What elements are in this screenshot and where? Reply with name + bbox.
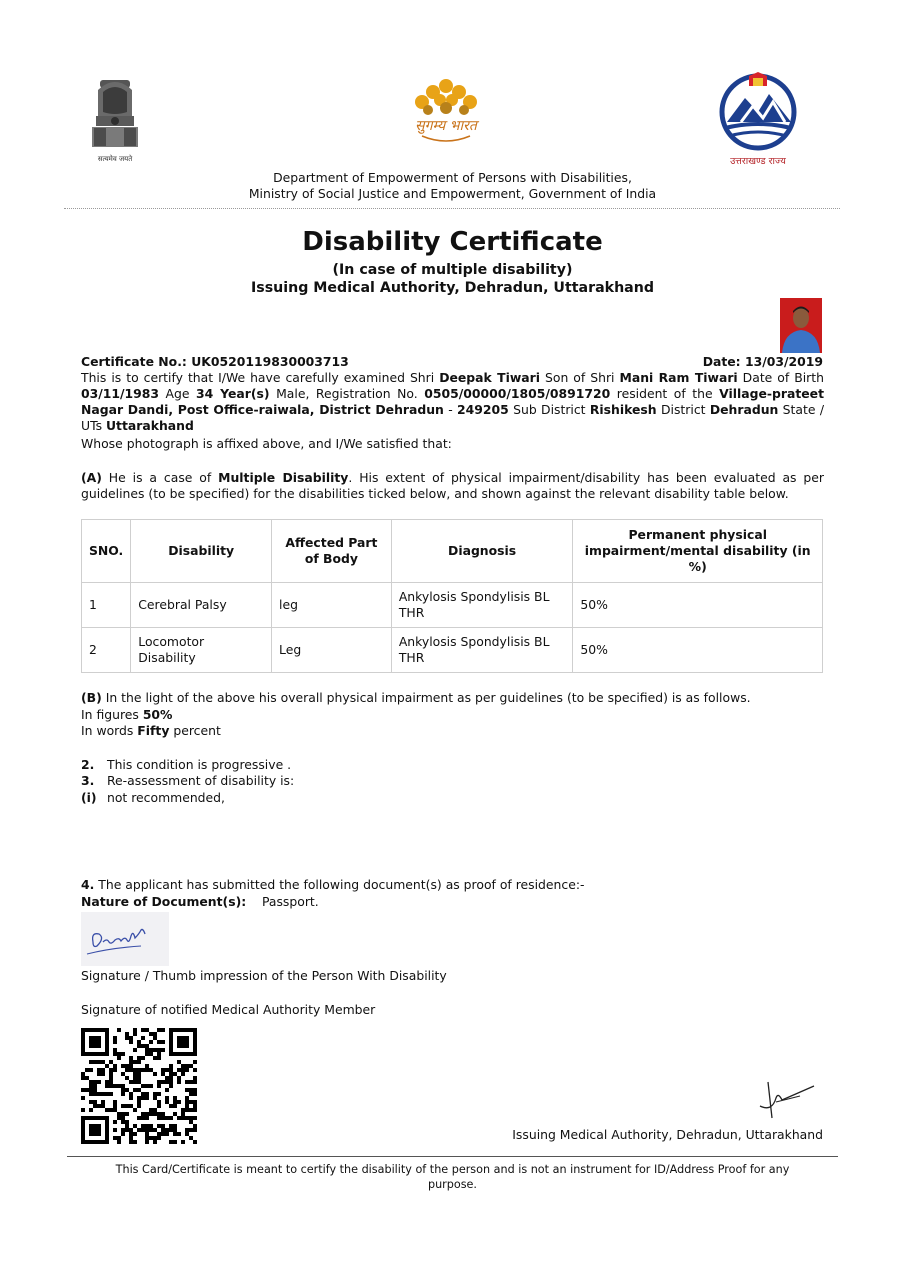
residence-proof-paragraph: 4. The applicant has submitted the following document(s) as proof of residence:- bbox=[81, 877, 585, 892]
national-emblem-logo bbox=[86, 72, 144, 164]
department-heading bbox=[0, 170, 905, 202]
pin-code: 249205 bbox=[457, 402, 509, 417]
sub-district: Rishikesh bbox=[589, 402, 657, 417]
photo-statement: Whose photograph is affixed above, and I/We satisfied that: bbox=[81, 436, 452, 451]
certificate-number bbox=[81, 354, 349, 370]
cell-disability: Cerebral Palsy bbox=[131, 583, 272, 628]
cell-affected-part: leg bbox=[272, 583, 392, 628]
certificate-number-label: Certificate No.: bbox=[81, 354, 187, 369]
cell-diagnosis: Ankylosis Spondylisis BL THR bbox=[391, 583, 573, 628]
cell-disability: Locomotor Disability bbox=[131, 628, 272, 673]
table-row bbox=[82, 583, 823, 628]
certificate-date-value: 13/03/2019 bbox=[744, 354, 823, 369]
uttarakhand-state-logo bbox=[705, 72, 811, 172]
registration-number: 0505/00000/1805/0891720 bbox=[424, 386, 611, 401]
progressive-condition-item: 2. This condition is progressive . bbox=[81, 757, 292, 772]
certificate-date bbox=[703, 354, 823, 370]
accessible-india-logo bbox=[400, 74, 492, 148]
header-percent: Permanent physical impairment/mental disability (in %) bbox=[573, 520, 823, 583]
reassessment-item: 3. Re-assessment of disability is: bbox=[81, 773, 295, 788]
applicant-age: 34 Year(s) bbox=[196, 386, 270, 401]
emblem-caption: सत्यमेव जयते bbox=[97, 155, 133, 163]
footer-divider bbox=[67, 1156, 838, 1157]
issuing-authority-heading: Issuing Medical Authority, Dehradun, Uttarakhand bbox=[250, 280, 655, 296]
issuing-authority-label: Issuing Medical Authority, Dehradun, Uttarakhand bbox=[512, 1127, 823, 1142]
certificate-number-value: UK0520119830003713 bbox=[191, 354, 349, 369]
nature-of-document: Nature of Document(s): Passport. bbox=[81, 894, 319, 909]
header-divider bbox=[64, 208, 840, 209]
date-of-birth: 03/11/1983 bbox=[81, 386, 160, 401]
table-header-row bbox=[82, 520, 823, 583]
qr-code bbox=[81, 1028, 197, 1144]
impairment-words: In words Fifty percent bbox=[81, 723, 221, 738]
certificate-date-label: Date: bbox=[702, 354, 741, 369]
impairment-figures: In figures 50% bbox=[81, 707, 173, 722]
medical-authority-signature-label: Signature of notified Medical Authority Member bbox=[81, 1002, 376, 1017]
reassessment-option: (i) not recommended, bbox=[81, 790, 225, 805]
section-b-paragraph: (B) In the light of the above his overall physical impairment as per guidelines (to be specified) is as follows. bbox=[81, 690, 751, 705]
footer-disclaimer: This Card/Certificate is meant to certify the disability of the person and is not an instrument for ID/Address Proof for any purpose. bbox=[115, 1163, 790, 1191]
nature-of-document-value: Passport. bbox=[261, 894, 319, 909]
district: Dehradun bbox=[709, 402, 779, 417]
cell-affected-part: Leg bbox=[272, 628, 392, 673]
cell-diagnosis: Ankylosis Spondylisis BL THR bbox=[391, 628, 573, 673]
cell-percent: 50% bbox=[573, 628, 823, 673]
header-affected-part: Affected Part of Body bbox=[272, 520, 392, 583]
issuing-authority-signature-image bbox=[752, 1078, 818, 1124]
cell-sno: 2 bbox=[82, 628, 131, 673]
impairment-figures-value: 50% bbox=[142, 707, 173, 722]
applicant-address: Village-prateet Nagar Dandi, Post Office-raiwala, District Dehradun bbox=[81, 386, 825, 417]
header-sno: SNO. bbox=[82, 520, 131, 583]
state: Uttarakhand bbox=[105, 418, 194, 433]
logo-caption: सुगम्य भारत bbox=[415, 118, 477, 134]
table-row bbox=[82, 628, 823, 673]
header-disability: Disability bbox=[131, 520, 272, 583]
father-name: Mani Ram Tiwari bbox=[619, 370, 738, 385]
cell-sno: 1 bbox=[82, 583, 131, 628]
section-a-paragraph: (A) He is a case of Multiple Disability. His extent of physical impairment/disability has been evaluated as per guidelines (to be specified) for the disabilities ticked below, and shown against the relevant disability table below. bbox=[81, 470, 824, 501]
certification-paragraph: This is to certify that I/We have carefully examined Shri Deepak Tiwari Son of Shri Mani Ram Tiwari Date of Birth 03/11/1983 Age 34 Year(s) Male, Registration No. 0505/00000/1805/0891720 resident of the Village-prateet Nagar Dandi, Post Office-raiwala, District Dehradun - 249205 Sub District Rishikesh District Dehradun State / UTs Uttarakhand bbox=[81, 370, 825, 433]
state-caption: उत्तराखण्ड राज्य bbox=[730, 156, 786, 167]
certificate-subtitle: (In case of multiple disability) bbox=[332, 262, 573, 278]
applicant-signature-label: Signature / Thumb impression of the Person With Disability bbox=[81, 968, 447, 983]
applicant-name: Deepak Tiwari bbox=[439, 370, 541, 385]
header-diagnosis: Diagnosis bbox=[391, 520, 573, 583]
department-line-2: Ministry of Social Justice and Empowerment, Government of India bbox=[248, 186, 657, 201]
impairment-words-value: Fifty bbox=[137, 723, 170, 738]
cell-percent: 50% bbox=[573, 583, 823, 628]
applicant-photo bbox=[780, 298, 822, 353]
disability-table bbox=[81, 519, 823, 673]
department-line-1: Department of Empowerment of Persons with Disabilities, bbox=[273, 170, 632, 185]
disability-type: Multiple Disability bbox=[218, 470, 349, 485]
applicant-signature-image bbox=[81, 912, 169, 966]
certificate-title: Disability Certificate bbox=[302, 227, 603, 257]
